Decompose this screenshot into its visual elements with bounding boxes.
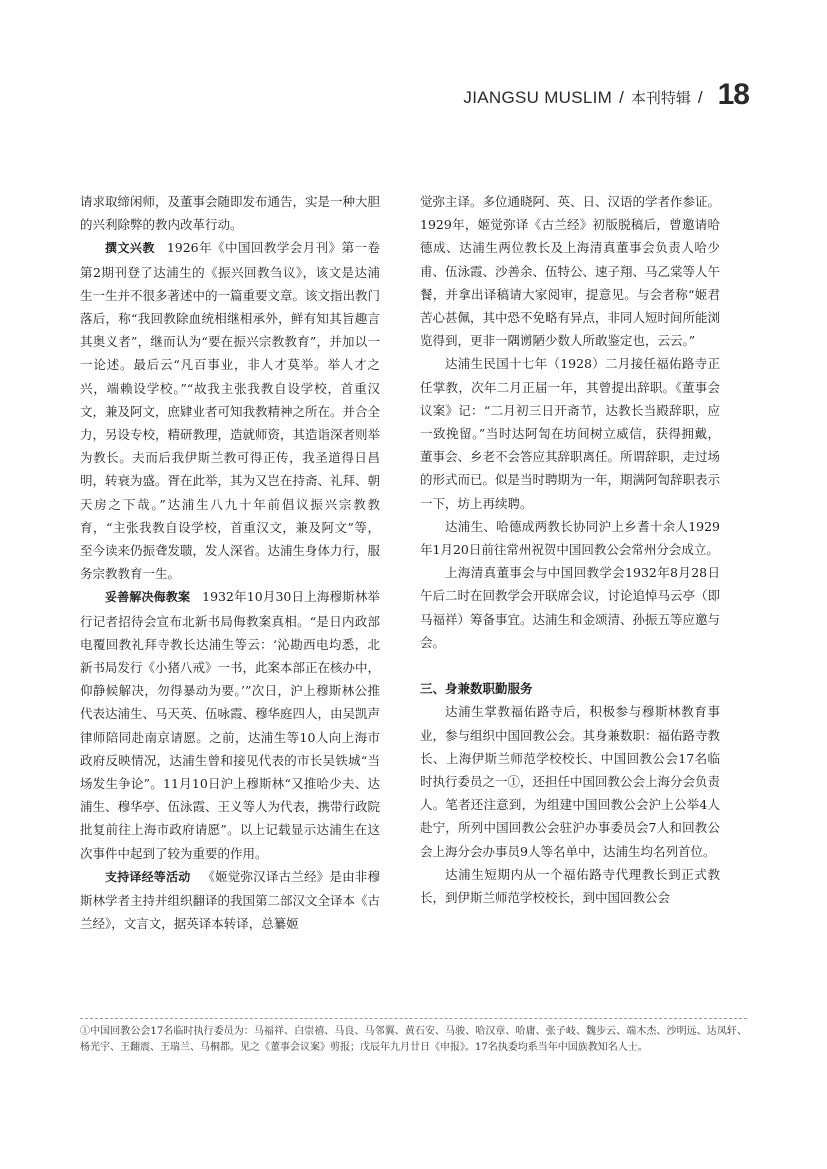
paragraph <box>80 585 380 864</box>
running-header <box>463 70 749 110</box>
paragraph: 达浦生民国十七年（1928）二月接任福佑路寺正任掌教，次年二月正届一年，其曾提出辞职。《董事会议案》记：“二月初三日开斋节，达教长当殿辞职，应一致挽留。”当时达阿訇在坊间树立威信，获得拥戴，董事会、乡老不会答应其辞职离任。所谓辞职，走过场的形式而已。似是当时聘期为一年，期满阿訇辞职表示一下，坊上再续聘。 <box>420 356 721 511</box>
paragraph-body: 1932年10月30日上海穆斯林举行记者招待会宣布北新书局侮教案真相。“是日内政部电覆回教礼拜寺教长达浦生等云：‘沁勘西电均悉，北新书局发行《小猪八戒》一书，此案本部正在核办中，仰静候解决，勿得暴动为要。’”次日，沪上穆斯林公推代表达浦生、马天英、伍咏霞、穆华庭四人，由吴凯声律师陪同赴南京请愿。之前，达浦生等10人向上海市政府反映情况，达浦生曾和接见代表的市长吴铁城“当场发生争论”。11月10日沪上穆斯林“又推哈少夫、达浦生、穆华亭、伍泳霞、王义等人为代表，携带行政院批复前往上海市政府请愿”。以上记载显示达浦生在这次事件中起到了较为重要的作用。 <box>80 589 381 861</box>
subsection-title: 撰文兴教 <box>105 241 155 256</box>
header-separator: / <box>697 88 703 107</box>
paragraph: 请求取缔闲师，及董事会随即发布通告，实是一种大胆的兴利除弊的教内改革行动。 <box>80 194 381 233</box>
subsection-title: 妥善解决侮教案 <box>105 590 191 605</box>
paragraph: 觉弥主译。多位通晓阿、英、日、汉语的学者作参证。1929年，姬觉弥译《古兰经》初版脱稿后，曾邀请哈德成、达浦生两位教长及上海清真董事会负责人哈少甫、伍泳霞、沙善余、伍特公、速子翔、马乙棠等人午餐，并拿出译稿请大家阅审，提意见。与会者称“姬君苦心甚佩，其中恐不免略有异点，非同人短时间所能浏览得到，更非一隅谫陋少数人所敢鉴定也，云云。” <box>420 194 721 349</box>
left-column <box>80 190 380 936</box>
paragraph-body: 《姬觉弥汉译古兰经》是由非穆斯林学者主持并组织翻译的我国第二部汉文全译本《古兰经》，文言文，据英译本转译，总纂姬 <box>80 868 381 932</box>
page-number: 18 <box>717 78 749 111</box>
right-column <box>420 190 720 909</box>
paragraph: 达浦生掌教福佑路寺后，积极参与穆斯林教育事业，参与组织中国回教公会。其身兼数职：福佑路寺教长、上海伊斯兰师范学校校长、中国回教公会17名临时执行委员之一①，还担任中国回教公会上海分会负责人。笔者还注意到，为组建中国回教公会沪上公举4人赴宁，所列中国回教公会驻沪办事委员会7人和回教公会上海分会办事员9人等名单中，达浦生均名列首位。 <box>420 704 721 859</box>
header-separator: / <box>619 88 624 107</box>
paragraph <box>80 865 380 936</box>
paragraph: 达浦生、哈德成两教长协同沪上乡耆十余人1929年1月20日前往常州祝贺中国回教公会常州分会成立。 <box>420 518 720 558</box>
magazine-name: JIANGSU MUSLIM <box>463 88 613 107</box>
paragraph: 上海清真董事会与中国回教学会1932年8月28日午后二时在回教学会开联席会议，讨论追悼马云亭（即马福祥）筹备事宜。达浦生和金颂清、孙振五等应邀与会。 <box>420 565 721 650</box>
paragraph: 达浦生短期内从一个福佑路寺代理教长到正式教长，到伊斯兰师范学校校长，到中国回教公会 <box>420 866 720 906</box>
section-name: 本刊特辑 <box>630 89 691 107</box>
subsection-title: 支持译经等活动 <box>105 869 191 884</box>
section-heading: 三、身兼数职勤服务 <box>420 681 533 697</box>
footnote: ①中国回教公会17名临时执行委员为：马福祥、白崇禧、马良、马邻翼、黄石安、马骏、哈汉章、哈庸、张子岐、魏步云、端木杰、沙明远、达凤轩、杨光宇、王翻震、王瑞兰、马桐都。见之《董事会议案》剪报；戊辰年九月廿日《申报》。17名执委均系当年中国族教知名人士。 <box>80 1026 747 1053</box>
footnote-divider <box>80 1018 747 1019</box>
paragraph <box>80 236 380 585</box>
paragraph-body: 1926年《中国回教学会月刊》第一卷第2期刊登了达浦生的《振兴回教刍议》，该文是达浦生一生并不很多著述中的一篇重要文章。该文指出教门落后，称“我回教除血统相继相承外，鲜有知其旨趣言其奥义者”，继而认为“要在振兴宗教教育”，并加以一一论述。最后云“凡百事业，非人才莫举。举人才之兴，端赖设学校。”“故我主张我教自设学校，首重汉文，兼及阿文，庶肄业者可知我教精神之所在。并合全力，另设专校，精研教理，造就师资，其造诣深者则举为教长。夫而后我伊斯兰教可得正传，我圣道得日昌明，转衰为盛。胥在此举，其为又岂在持斋、礼拜、朝天房之下哉。”达浦生八九十年前倡议振兴宗教教育，“主张我教自设学校，首重汉文，兼及阿文”等，至今读来仍振聋发聩，发人深省。达浦生身体力行，服务宗教教育一生。 <box>80 240 381 582</box>
